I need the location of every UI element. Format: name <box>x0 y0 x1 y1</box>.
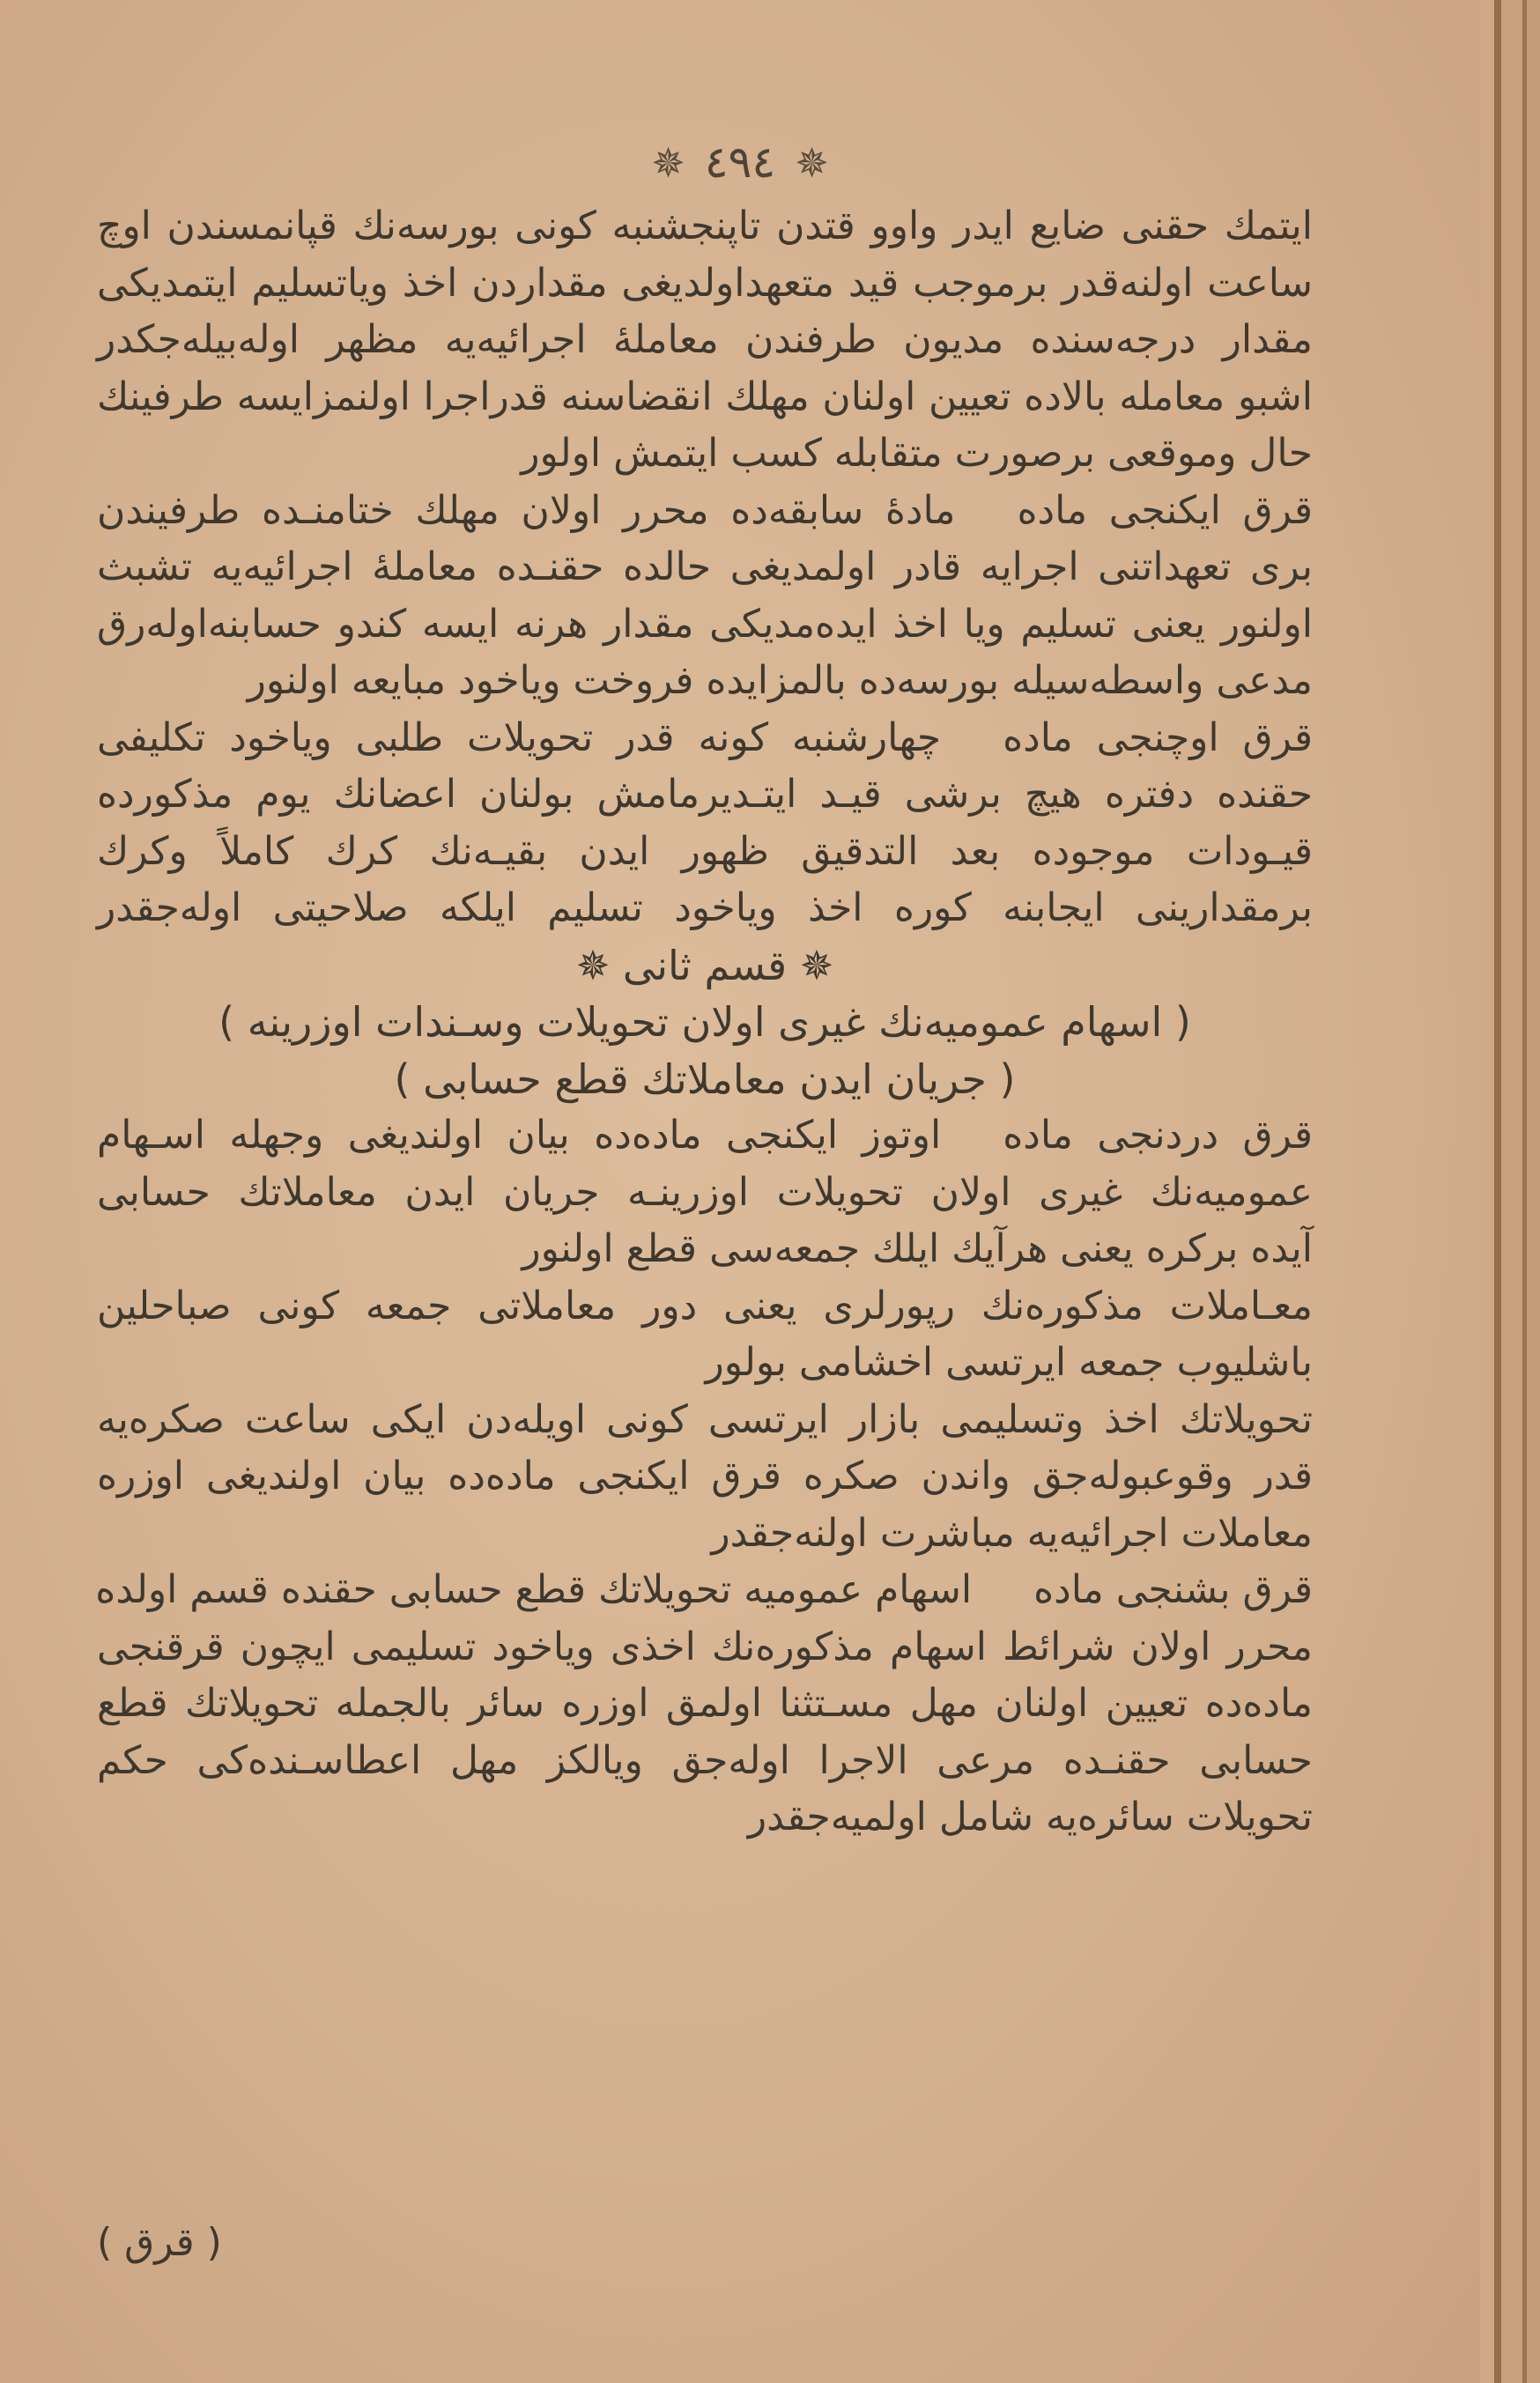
catchword: ( قرق ) <box>97 2220 222 2265</box>
section-title <box>97 937 1313 995</box>
text-line: مقدار درجه‌سنده مدیون طرفندن معامله‌ٔ اجرائیه‌یه مظهر اوله‌بیله‌جکدر <box>97 317 1313 362</box>
section-subtitle: ( جریان ایدن معاملاتك قطع حسابی ) <box>394 1055 1016 1103</box>
text-line: تحویلاتك اخذ وتسلیمی بازار ایرتسی کونی اویله‌دن ایکی ساعت صکره‌یه <box>97 1396 1313 1442</box>
text-line: قیـودات موجوده بعد التدقیق ظهور ایدن بقیـه‌نك کرك کاملاً وکرك <box>97 828 1313 874</box>
article-heading: قرق بشنجی ماده <box>1033 1567 1313 1612</box>
text-line: حال وموقعی برصورت متقابله کسب ایتمش اولور <box>521 431 1313 476</box>
article-heading: قرق دردنجی ماده <box>1003 1113 1313 1158</box>
article-first-line <box>97 483 1313 540</box>
text-line: حسابی حقنـده مرعی الاجرا اوله‌جق ویالکز مهل اعطاسـنده‌کی حکم <box>97 1737 1313 1783</box>
page-edge <box>1501 0 1522 2383</box>
text-line: ماده‌ده تعیین اولنان مهل مسـتثنا اولمق اوزره سائر بالجمله تحویلاتك قطع <box>97 1681 1313 1726</box>
page-edge-outer <box>1527 0 1540 2383</box>
text-line: معاملات اجرائیه‌یه مباشرت اولنه‌جقدر <box>711 1510 1313 1556</box>
ornament-icon: ✵ <box>651 139 685 187</box>
article-first-line <box>97 1562 1313 1619</box>
text-line: اولنور یعنی تسلیم ویا اخذ ایده‌مدیکی مقدار هرنه ایسه کندو حسابنه‌اوله‌رق <box>97 601 1313 647</box>
article-heading: قرق ایکنجی ماده <box>1017 487 1313 533</box>
page-header <box>0 137 1480 188</box>
article-first-line <box>97 1107 1313 1165</box>
article-first-line <box>97 710 1313 767</box>
text-line: تحویلات سائره‌یه شامل اولمیه‌جقدر <box>747 1795 1313 1839</box>
ornament-icon: ✵ <box>575 941 611 989</box>
text-line: آیده برکره یعنی هرآیك ایلك جمعه‌سی قطع اولنور <box>522 1226 1313 1271</box>
page-body <box>97 198 1313 1846</box>
text-line: حقنده دفتره هیچ برشی قیـد ایتـدیرمامش بولنان اعضانك یوم مذکورده <box>97 772 1313 817</box>
ornament-icon: ✵ <box>795 139 829 187</box>
section-subtitle: ( اسهام عمومیه‌نك غیری اولان تحویلات وسـندات اوزرینه ) <box>218 998 1191 1046</box>
text-line: بری تعهداتنی اجرایه قادر اولمدیغی حالده حقنـده معامله‌ٔ اجرائیه‌یه تشبث <box>97 544 1313 589</box>
text-line: عمومیه‌نك غیری اولان تحویلات اوزرینـه جریان ایدن معاملاتك حسابی <box>97 1169 1313 1215</box>
text-line: ساعت اولنه‌قدر برموجب قید متعهداولدیغی مقداردن اخذ ویاتسلیم ایتمدیکی <box>97 260 1313 306</box>
text-line: مدعی واسطه‌سیله بورسه‌ده بالمزایده فروخت ویاخود مبایعه اولنور <box>247 658 1313 703</box>
text-line: اشبو معامله بالاده تعیین اولنان مهلك انقضاسنه قدراجرا اولنمزایسه طرفینك <box>97 374 1313 419</box>
text-segment: اوتوز ایکنجی ماده‌ده بیان اولندیغی وجهله اسـهام <box>97 1113 942 1158</box>
page-number: ٤٩٤ <box>704 137 776 188</box>
text-segment: مادهٔ سابقه‌ده محرر اولان مهلك ختامنـده طرفیندن <box>97 487 956 533</box>
text-segment: اسهام عمومیه تحویلاتك قطع حسابی حقنده قسم اولده <box>95 1567 973 1612</box>
article-heading: قرق اوچنجی ماده <box>1003 714 1313 760</box>
text-line: معـاملات مذکوره‌نك رپورلری یعنی دور معاملاتی جمعه کونی صباحلین <box>97 1283 1313 1328</box>
section-title-text: قسم ثانی <box>622 941 788 989</box>
text-line: باشلیوب جمعه ایرتسی اخشامی بولور <box>705 1340 1313 1385</box>
text-line: قدر وقوعبوله‌جق واندن صکره قرق ایکنجی ماده‌ده بیان اولندیغی اوزره <box>97 1454 1313 1499</box>
text-line: محرر اولان شرائط اسهام مذکوره‌نك اخذی ویاخود تسلیمی ایچون قرقنجی <box>97 1624 1313 1669</box>
text-segment: چهارشنبه کونه قدر تحویلات طلبی ویاخود تکلیفی <box>97 714 942 760</box>
text-line: ایتمك حقنی ضایع ایدر واوو قتدن تاپنجشنبه کونی بورسه‌نك قپانمسندن اوچ <box>97 204 1313 248</box>
text-line: برمقدارینی ایجابنه کوره اخذ ویاخود تسلیم ایلکه صلاحیتی اوله‌جقدر <box>97 885 1313 930</box>
ornament-icon: ✵ <box>799 941 834 989</box>
binding-shadow <box>1494 0 1501 2383</box>
